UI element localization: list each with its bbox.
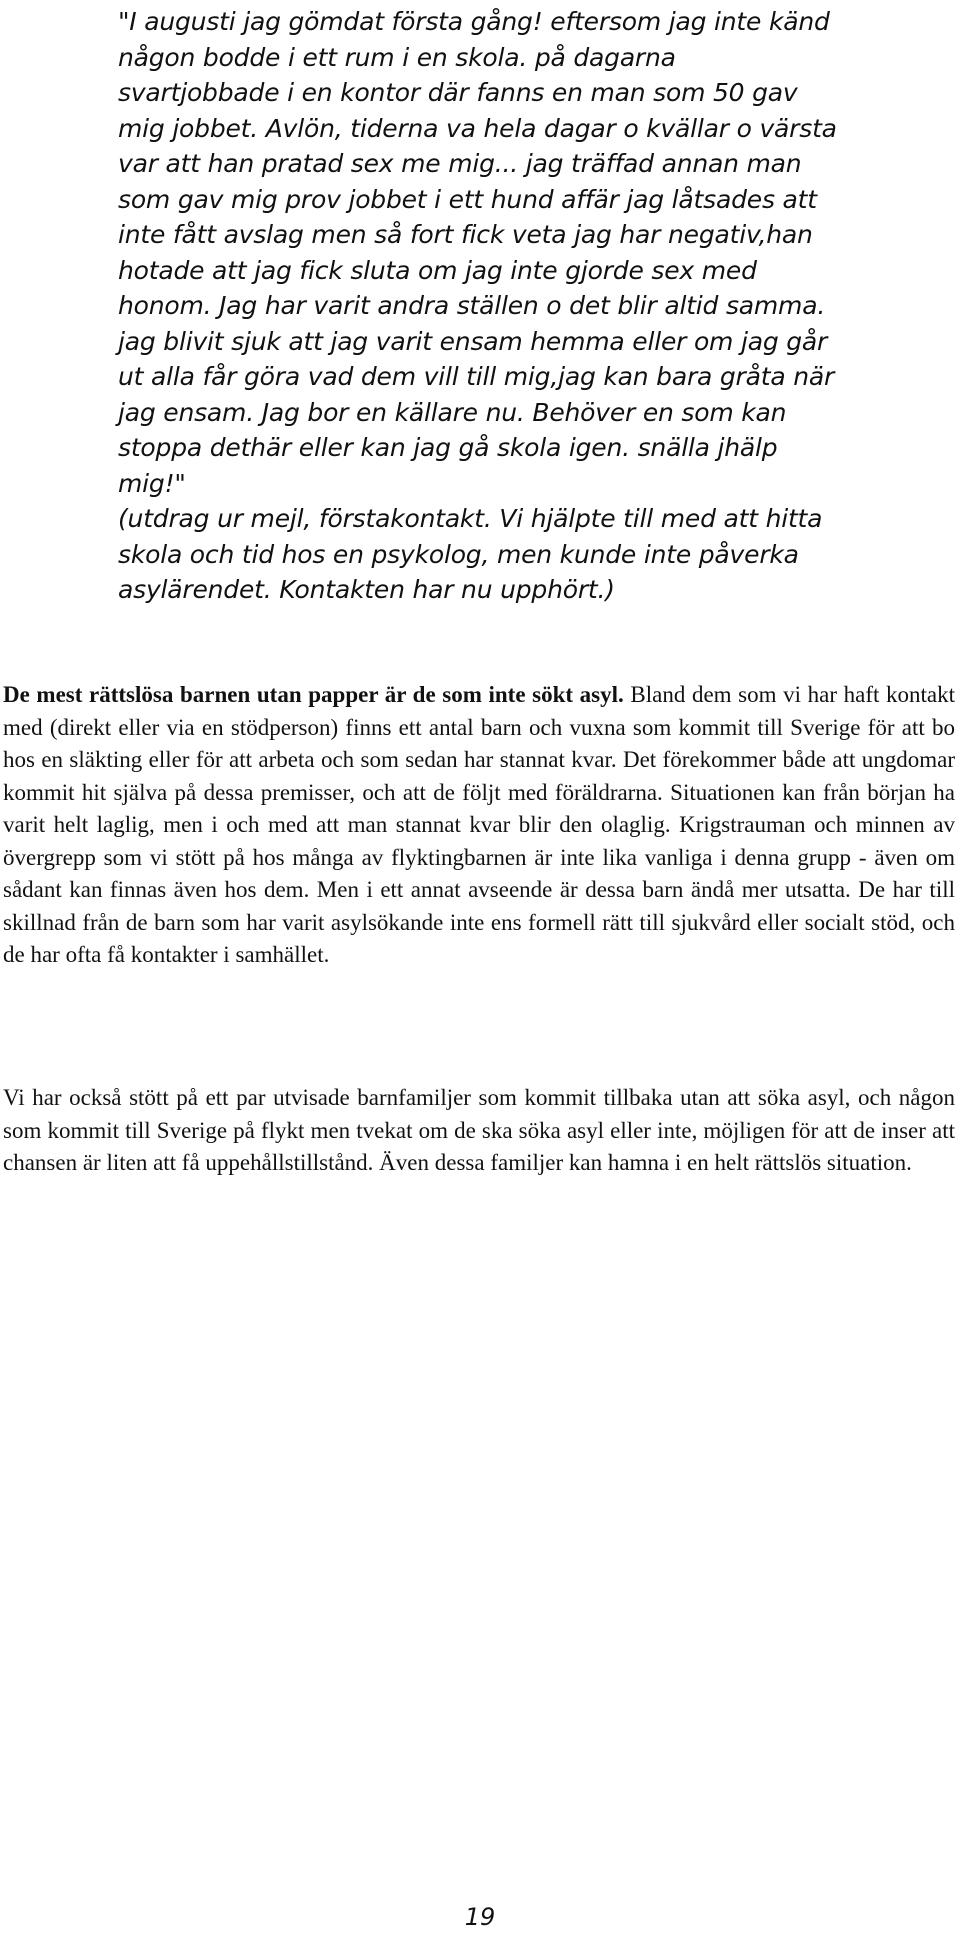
quote-note: (utdrag ur mejl, förstakontakt. Vi hjälpte till med att hitta skola och tid hos en psykolog, men kunde inte påverka asylärendet. Kontakten har nu upphört.) [118, 504, 823, 604]
paragraph-body-2: Vi har också stött på ett par utvisade barnfamiljer som kommit tillbaka utan att söka asyl, och någon som kommit till Sverige på flykt men tvekat om de ska söka asyl eller inte, möjligen för att de inser att chansen är liten att få uppehållstillstånd. Även dessa familjer kan hamna i en helt rättslös situation. [3, 1085, 955, 1175]
email-quote [118, 4, 838, 608]
quote-text: "I augusti jag gömdat första gång! eftersom jag inte känd någon bodde i ett rum i en skola. på dagarna svartjobbade i en kontor där fanns en man som 50 gav mig jobbet. Avlön, tiderna va hela dagar o kvällar o värsta var att han pratad sex me mig... jag träffad annan man som gav mig prov jobbet i ett hund affär jag låtsades att inte fått avslag men så fort fick veta jag har negativ,han hotade att jag fick sluta om jag inte gjorde sex med honom. Jag har varit andra ställen o det blir altid samma. jag blivit sjuk att jag varit ensam hemma eller om jag går ut alla får göra vad dem vill till mig,jag kan bara gråta när jag ensam. Jag bor en källare nu. Behöver en som kan stoppa dethär eller kan jag gå skola igen. snälla jhälp mig!" [118, 7, 837, 498]
page-number: 19 [464, 1903, 496, 1931]
paragraph-body: Bland dem som vi har haft kontakt med (direkt eller via en stödperson) finns ett antal barn och vuxna som kommit till Sverige för att bo hos en släkting eller för att arbeta och som sedan har stannat kvar. Det förekommer både att ungdomar kommit hit själva på dessa premisser, och att de följt med föräldrarna. Situationen kan från början ha varit helt laglig, men i och med att man stannat kvar blir den olaglig. Krigstrauman och minnen av övergrepp som vi stött på hos många av flyktingbarnen är inte lika vanliga i denna grupp - även om sådant kan finnas även hos dem. Men i ett annat avseende är dessa barn ändå mer utsatta. De har till skillnad från de barn som har varit asylsökande inte ens formell rätt till sjukvård eller socialt stöd, och de har ofta få kontakter i samhället. [3, 682, 955, 967]
paragraph-returned-families [3, 1082, 955, 1180]
paragraph-lead-bold: De mest rättslösa barnen utan papper är de som inte sökt asyl. [3, 682, 624, 707]
paragraph-undocumented-children [3, 679, 955, 972]
